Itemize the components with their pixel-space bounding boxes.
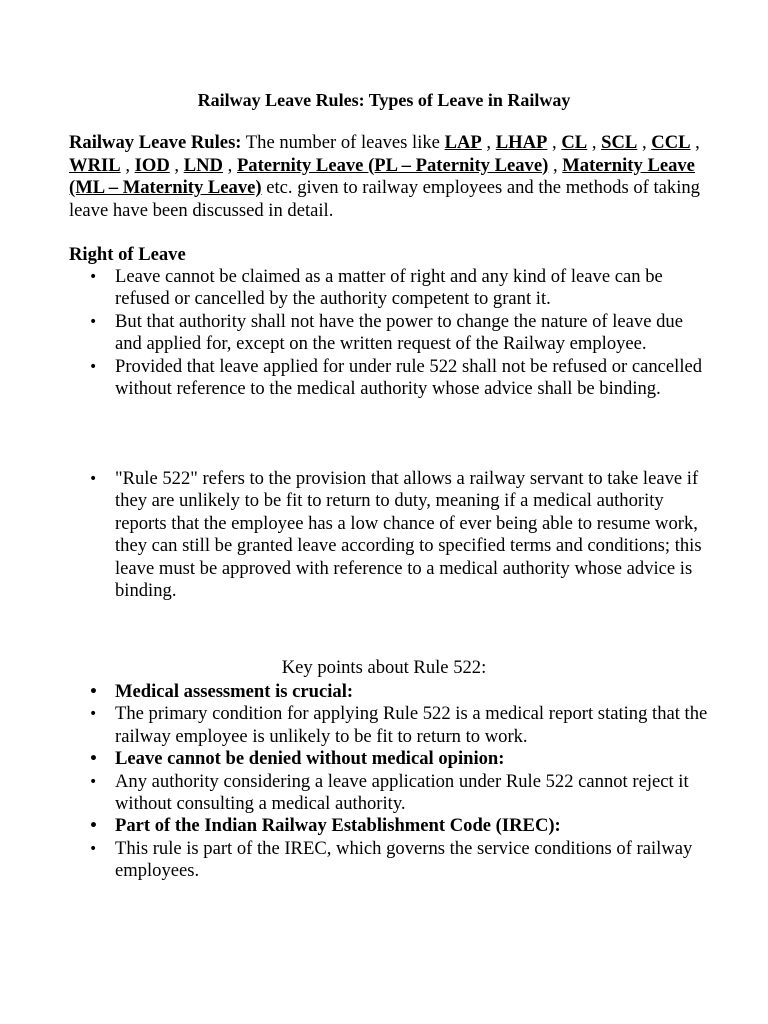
- intro-paragraph: Railway Leave Rules: The number of leaves like LAP , LHAP , CL , SCL , CCL , WRIL , IOD , LND , Paternity Leave (PL – Paternity Leave) , Maternity Leave (ML – Maternity Leave) etc. given to railway employees and the methods of taking leave have been discussed in detail.: [69, 132, 700, 221]
- rule-522-note-list: [89, 468, 709, 602]
- list-item: • Any authority considering a leave application under Rule 522 cannot reject it without consulting a medical authority.: [89, 771, 709, 816]
- list-item: • But that authority shall not have the power to change the nature of leave due and applied for, except on the written request of the Railway employee.: [89, 311, 709, 356]
- link-wril[interactable]: WRIL: [69, 154, 121, 176]
- right-of-leave-list: [89, 266, 709, 400]
- link-paternity-leave[interactable]: Paternity Leave (PL – Paternity Leave): [236, 154, 549, 176]
- list-item: • This rule is part of the IREC, which governs the service conditions of railway employees.: [89, 838, 709, 883]
- list-item: • "Rule 522" refers to the provision that allows a railway servant to take leave if they are unlikely to be fit to return to duty, meaning if a medical authority reports that the employee has a low chance of ever being able to resume work, they can still be granted leave according to specified terms and conditions; this leave must be approved with reference to a medical authority whose advice is binding.: [89, 468, 709, 602]
- link-lhap[interactable]: LHAP: [495, 132, 548, 153]
- list-item: • Part of the Indian Railway Establishment Code (IREC):: [89, 815, 709, 837]
- right-of-leave-heading: Right of Leave: [69, 244, 186, 265]
- list-item: • Leave cannot be denied without medical opinion:: [89, 748, 709, 770]
- link-lap[interactable]: LAP: [444, 132, 482, 153]
- list-item: • Medical assessment is crucial:: [89, 681, 709, 703]
- list-item: • Provided that leave applied for under rule 522 shall not be refused or cancelled without reference to the medical authority whose advice shall be binding.: [89, 356, 709, 401]
- link-scl[interactable]: SCL: [601, 132, 638, 153]
- intro-text-before: The number of leaves like: [241, 132, 445, 153]
- link-lnd[interactable]: LND: [183, 154, 223, 176]
- link-maternity-leave[interactable]: Maternity Leave (ML – Maternity Leave): [69, 154, 695, 198]
- list-item: • Leave cannot be claimed as a matter of right and any kind of leave can be refused or cancelled by the authority competent to grant it.: [89, 266, 709, 311]
- link-cl[interactable]: CL: [561, 132, 588, 153]
- link-iod[interactable]: IOD: [134, 154, 170, 176]
- key-points-heading: Key points about Rule 522:: [281, 657, 487, 678]
- document-title: Railway Leave Rules: Types of Leave in Railway: [197, 90, 571, 110]
- intro-label: Railway Leave Rules:: [69, 132, 242, 153]
- link-ccl[interactable]: CCL: [651, 132, 691, 153]
- intro-text-after: etc. given to railway employees and the methods of taking leave have been discussed in detail.: [69, 177, 700, 221]
- list-item: • The primary condition for applying Rule 522 is a medical report stating that the railway employee is unlikely to be fit to return to work.: [89, 703, 709, 748]
- key-points-list: [89, 681, 709, 883]
